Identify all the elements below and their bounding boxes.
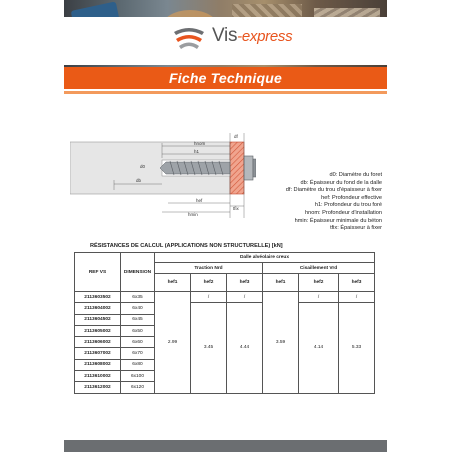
ref-cell: 2113612002 (75, 382, 121, 393)
dimension-legend (204, 172, 382, 233)
footer-bar (64, 440, 387, 452)
header-group: Dalle alvéolaire creux (155, 253, 375, 263)
resistance-table (74, 252, 375, 394)
brand-logo-text (212, 25, 292, 47)
value-cell: / (339, 292, 375, 303)
value-cell: 4.14 (299, 303, 339, 393)
label-df: df (234, 134, 238, 139)
header-dimension: DIMENSION (121, 253, 155, 292)
dim-cell: 6x50 (121, 325, 155, 336)
table-row (75, 303, 375, 314)
header-shear: Cisaillement Vrd (263, 263, 375, 274)
label-d0: d0 (140, 164, 146, 169)
value-cell: / (191, 292, 227, 303)
ref-cell: 2113608002 (75, 359, 121, 370)
legend-line: d0: Diamètre du foret (329, 172, 382, 178)
value-cell: 4.44 (227, 303, 263, 393)
label-db: db (136, 178, 142, 183)
orange-divider (64, 91, 387, 94)
subheader: hef2 (191, 274, 227, 292)
ref-cell: 2113603502 (75, 292, 121, 303)
legend-line: db: Épaisseur du fond de la dalle (300, 179, 382, 186)
label-tfix: tfix (233, 206, 239, 211)
ref-cell: 2113610002 (75, 371, 121, 382)
legend-line: tfix: Épaisseur à fixer (330, 225, 382, 232)
legend-line: hmin: Épaisseur minimale du béton (294, 217, 382, 224)
table-title: RÉSISTANCES DE CALCUL (APPLICATIONS NON STRUCTURELLE) [kN] (90, 243, 283, 249)
table-row (75, 292, 375, 303)
dim-cell: 6x120 (121, 382, 155, 393)
ref-cell: 2113604002 (75, 303, 121, 314)
title-banner (64, 67, 387, 89)
value-cell: 3.45 (191, 303, 227, 393)
header-ref: REF VS (75, 253, 121, 292)
subheader: hef1 (155, 274, 191, 292)
label-hnom-top: hnom (194, 141, 206, 146)
ref-cell: 2113607002 (75, 348, 121, 359)
legend-line: hnom: Profondeur d'installation (305, 209, 382, 216)
label-h1: h1 (194, 149, 200, 154)
value-cell: 3.59 (263, 292, 299, 394)
dim-cell: 6x45 (121, 314, 155, 325)
value-cell: / (299, 292, 339, 303)
ref-cell: 2113604502 (75, 314, 121, 325)
dim-cell: 6x100 (121, 371, 155, 382)
subheader: hef1 (263, 274, 299, 292)
vis-express-logo-icon (172, 22, 206, 56)
value-cell: / (227, 292, 263, 303)
ref-cell: 2113606002 (75, 337, 121, 348)
dim-cell: 6x80 (121, 359, 155, 370)
brand-suffix: -express (237, 28, 293, 45)
dim-cell: 6x70 (121, 348, 155, 359)
dim-cell: 6x35 (121, 292, 155, 303)
banner-title: Fiche Technique (169, 70, 282, 86)
datasheet-page (64, 0, 387, 452)
dim-cell: 6x40 (121, 303, 155, 314)
subheader: hef3 (227, 274, 263, 292)
header-traction: Traction Nrd (155, 263, 263, 274)
dim-cell: 6x60 (121, 337, 155, 348)
label-hmin: hmin (188, 212, 198, 217)
legend-line: df: Diamètre du trou d'épaisseur à fixer (285, 187, 382, 194)
brand-main: Vis (212, 25, 238, 46)
legend-line: h1: Profondeur du trou foré (314, 202, 382, 209)
legend-line: hef: Profondeur effective (321, 194, 382, 201)
value-cell: 5.33 (339, 303, 375, 393)
ref-cell: 2113605002 (75, 325, 121, 336)
subheader: hef3 (339, 274, 375, 292)
subheader: hef2 (299, 274, 339, 292)
value-cell: 2.99 (155, 292, 191, 394)
label-hef: hef (196, 198, 203, 203)
